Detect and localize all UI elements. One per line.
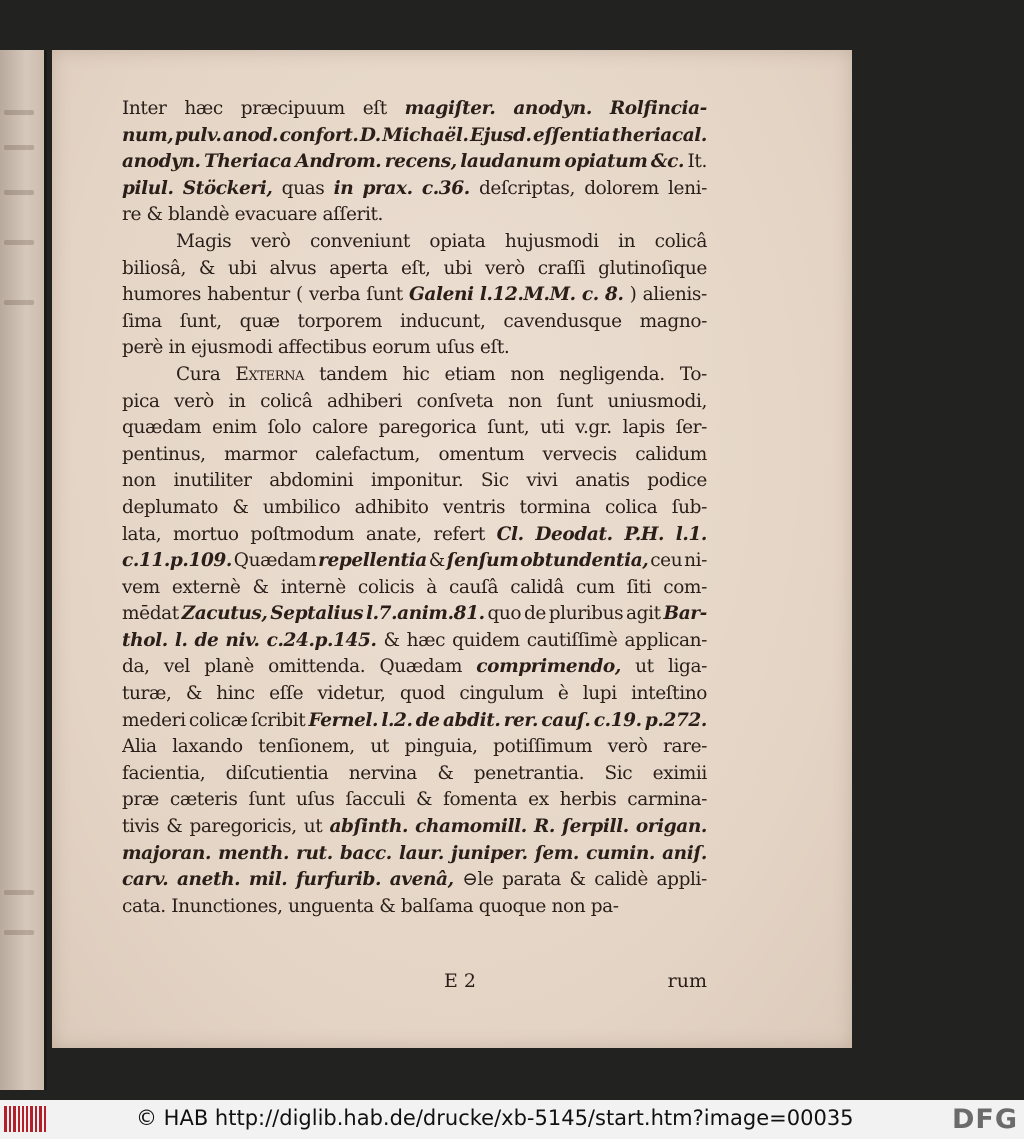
text-line: deplumato & umbilico adhibito ventris tormina colica ſub- — [122, 496, 707, 518]
text-line: pilul. Stöckeri, quas in prax. c.36. deſcriptas, dolorem leni- — [122, 177, 707, 199]
text-line: Alia laxando tenſionem, ut pinguia, potiſſimum verò rare- — [122, 736, 707, 758]
text-line: da, vel planè omittenda. Quædam comprimendo, ut liga- — [122, 656, 707, 678]
signature-mark: E 2 — [444, 970, 476, 992]
ghost-text — [4, 110, 34, 115]
text-line: turæ, & hinc eſſe videtur, quod cingulum è lupi inteſtino — [122, 683, 707, 705]
text-line: Cura Externa tandem hic etiam non negligenda. To- — [176, 363, 707, 385]
previous-page-edge — [0, 50, 47, 1090]
ghost-text — [4, 890, 34, 895]
text-line: mederi colicæ ſcribit Fernel. l.2. de abdit. rer. cauſ. c.19. p.272. — [122, 709, 707, 731]
ghost-text — [4, 240, 34, 245]
catchword: rum — [667, 970, 707, 992]
text-line: tivis & paregoricis, ut abſinth. chamomill. R. ſerpill. origan. — [122, 816, 707, 838]
text-line: facientia, diſcutientia nervina & penetrantia. Sic eximii — [122, 762, 707, 784]
ghost-text — [4, 190, 34, 195]
text-line: thol. l. de niv. c.24.p.145. & hæc quidem cautiſſimè applican- — [122, 629, 707, 651]
text-line: majoran. menth. rut. bacc. laur. juniper. ſem. cumin. aniſ. — [122, 842, 707, 864]
text-line: præ cæteris ſunt uſus ſacculi & fomenta ex herbis carmina- — [122, 789, 707, 811]
copyright-link[interactable]: © HAB http://diglib.hab.de/drucke/xb-5145/start.htm?image=00035 — [136, 1106, 854, 1130]
hab-barcode-logo-icon[interactable] — [4, 1106, 46, 1132]
text-line: pentinus, marmor calefactum, omentum vervecis calidum — [122, 443, 707, 465]
text-line: num, pulv. anod. confort. D. Michaël. Ejusd. eſſentia theriacal. — [122, 124, 707, 146]
ghost-text — [4, 145, 34, 150]
text-line: pica verò in colicâ adhiberi conſveta non ſunt uniusmodi, — [122, 390, 707, 412]
text-line: biliosâ, & ubi alvus aperta eſt, ubi verò craſſi glutinoſique — [122, 257, 707, 279]
page-text — [122, 96, 707, 920]
text-line: Inter hæc præcipuum eſt magiſter. anodyn. Rolfincia- — [122, 98, 707, 119]
text-line: cata. Inunctiones, unguenta & balſama quoque non pa- — [122, 895, 619, 917]
text-line: anodyn. Theriaca Androm. recens, laudanum opiatum &c. It. — [122, 151, 707, 173]
text-line: lata, mortuo poſtmodum anate, refert Cl. Deodat. P.H. l.1. — [122, 523, 707, 545]
text-line: quædam enim ſolo calore paregorica ſunt, uti v.gr. lapis ſer- — [122, 417, 707, 439]
text-line: re & blandè evacuare aſſerit. — [122, 204, 384, 226]
ghost-text — [4, 930, 34, 935]
dfg-logo[interactable]: DFG — [951, 1104, 1018, 1135]
text-line: c.11.p.109. Quædam repellentia & ſenſum obtundentia, ceu ni- — [122, 550, 707, 572]
ghost-text — [4, 300, 34, 305]
text-line: ſima ſunt, quæ torporem inducunt, cavendusque magno- — [122, 310, 707, 332]
viewer-footer-bar — [0, 1100, 1024, 1139]
text-line: Magis verò conveniunt opiata hujusmodi in colicâ — [176, 230, 707, 252]
text-line: perè in ejusmodi affectibus eorum uſus eſt. — [122, 337, 510, 359]
text-line: carv. aneth. mil. furfurib. avenâ, ⊖le parata & calidè appli- — [122, 869, 707, 891]
text-line: non inutiliter abdomini imponitur. Sic vivi anatis podice — [122, 470, 707, 492]
text-line: humores habentur ( verba ſunt Galeni l.12.M.M. c. 8. ) alienis- — [122, 284, 707, 306]
text-line: mēdat Zacutus, Septalius l.7.anim.81. quo de pluribus agit Bar- — [122, 603, 707, 625]
text-line: vem externè & internè colicis à cauſâ calidâ cum ſiti com- — [122, 576, 707, 598]
